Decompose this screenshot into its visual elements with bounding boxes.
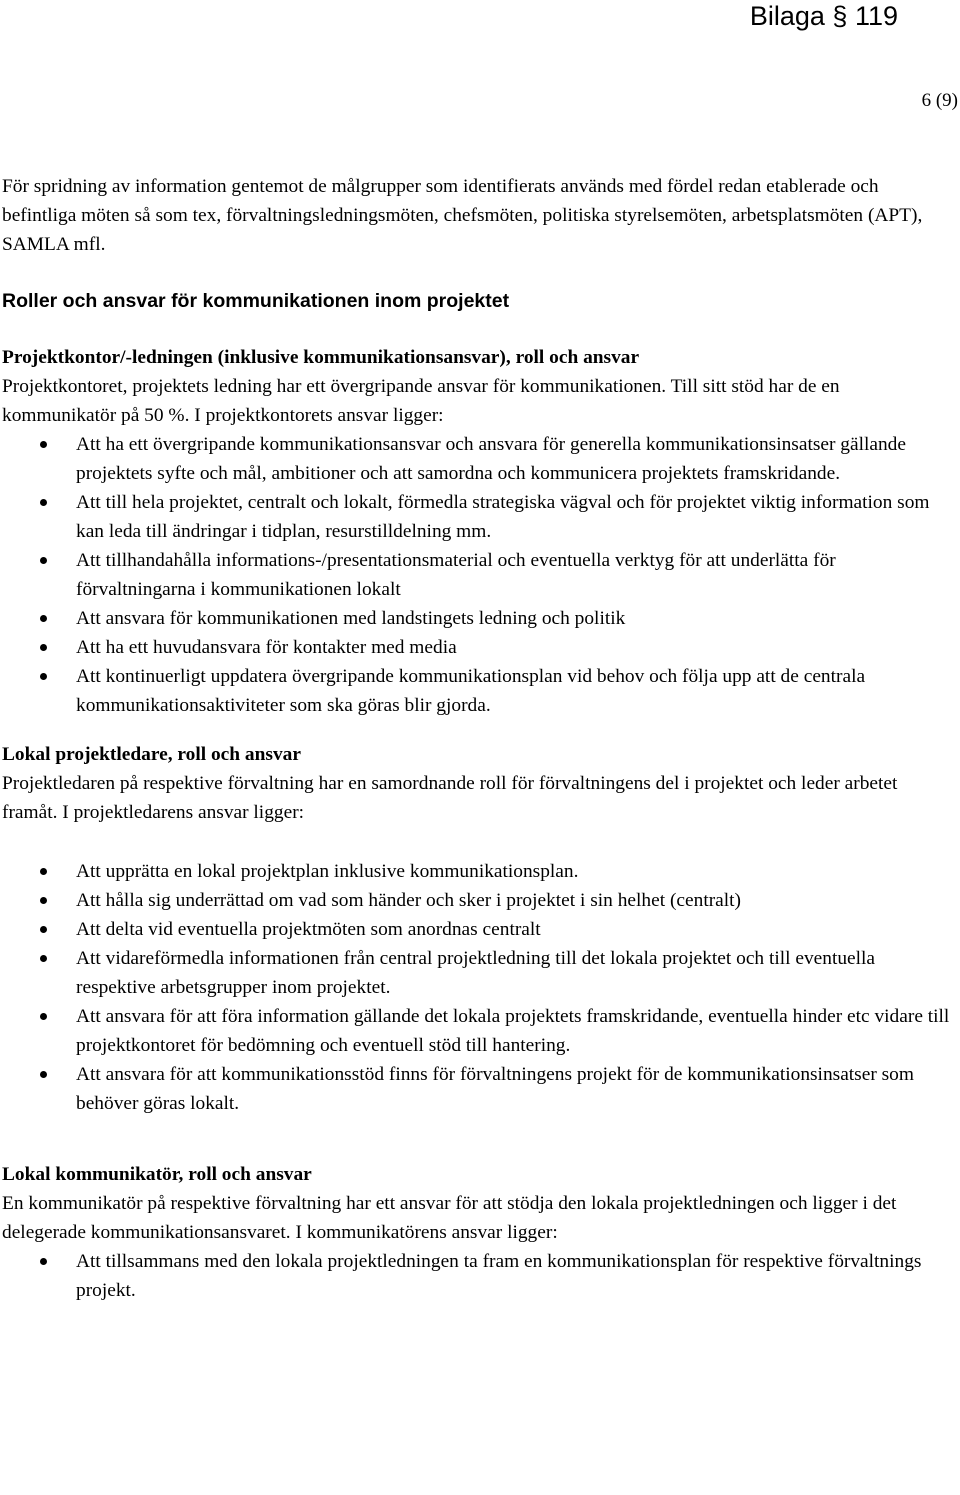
list-item bbox=[2, 604, 952, 633]
list-item bbox=[2, 1060, 952, 1118]
list-item-text: Att upprätta en lokal projektplan inklusive kommunikationsplan. bbox=[76, 861, 579, 882]
list-item bbox=[2, 915, 952, 944]
list-item-text: Att vidareförmedla informationen från central projektledning till det lokala projektet och till eventuella respektive arbetsgrupper inom projektet. bbox=[76, 948, 876, 998]
intro-paragraph: För spridning av information gentemot de målgrupper som identifierats används med fördel redan etablerade och befintliga möten så som tex, förvaltningsledningsmöten, chefsmöten, politiska styrelsemöten, arbetsplatsmöten (APT), SAMLA mfl. bbox=[2, 176, 923, 255]
projektkontor-heading: Projektkontor/-ledningen (inklusive kommunikationsansvar), roll och ansvar bbox=[2, 347, 640, 368]
list-item bbox=[2, 944, 952, 1002]
list-item-text: Att till hela projektet, centralt och lokalt, förmedla strategiska vägval och för projektet viktig information som kan leda till ändringar i tidplan, resurstilldelning mm. bbox=[76, 492, 930, 542]
list-item bbox=[2, 662, 952, 720]
bullet-icon bbox=[40, 499, 47, 506]
bullet-icon bbox=[40, 441, 47, 448]
page-number: 6 (9) bbox=[921, 90, 958, 111]
bullet-icon bbox=[40, 557, 47, 564]
lokal-kommunikator-paragraph: En kommunikatör på respektive förvaltning har ett ansvar för att stödja den lokala projektledningen och ligger i det delegerade kommunikationsansvaret. I kommunikatörens ansvar ligger: bbox=[2, 1193, 897, 1243]
spacer bbox=[2, 827, 952, 857]
lokal-projektledare-paragraph: Projektledaren på respektive förvaltning har en samordnande roll för förvaltningens del i projektet och leder arbetet framåt. I projektledarens ansvar ligger: bbox=[2, 773, 898, 823]
list-item-text: Att hålla sig underrättad om vad som händer och sker i projektet i sin helhet (centralt) bbox=[76, 890, 742, 911]
list-item-text: Att ha ett huvudansvara för kontakter med media bbox=[76, 637, 457, 658]
spacer bbox=[2, 316, 952, 343]
list-item-text: Att ansvara för att föra information gällande det lokala projektets framskridande, eventuella hinder etc vidare till projektkontoret för bedömning och eventuell stöd till hantering. bbox=[76, 1006, 950, 1056]
bullet-icon bbox=[40, 955, 47, 962]
section-heading: Roller och ansvar för kommunikationen inom projektet bbox=[2, 290, 510, 312]
list-item-text: Att ansvara för kommunikationen med landstingets ledning och politik bbox=[76, 608, 626, 629]
lokal-kommunikator-list bbox=[2, 1247, 952, 1305]
lokal-projektledare-heading: Lokal projektledare, roll och ansvar bbox=[2, 744, 301, 765]
bullet-icon bbox=[40, 926, 47, 933]
spacer bbox=[2, 1118, 952, 1160]
lokal-projektledare-list bbox=[2, 857, 952, 1118]
bullet-icon bbox=[40, 1071, 47, 1078]
projektkontor-list bbox=[2, 430, 952, 720]
list-item-text: Att ha ett övergripande kommunikationsansvar och ansvara för generella kommunikationsinsatser gällande projektets syfte och mål, ambitioner och att samordna och kommunicera projektets framskridande. bbox=[76, 434, 906, 484]
bullet-icon bbox=[40, 673, 47, 680]
list-item bbox=[2, 488, 952, 546]
list-item bbox=[2, 857, 952, 886]
list-item bbox=[2, 1247, 952, 1305]
bullet-icon bbox=[40, 1258, 47, 1265]
list-item bbox=[2, 546, 952, 604]
list-item bbox=[2, 633, 952, 662]
list-item bbox=[2, 886, 952, 915]
list-item-text: Att tillhandahålla informations-/presentationsmaterial och eventuella verktyg för att underlätta för förvaltningarna i kommunikationen lokalt bbox=[76, 550, 836, 600]
bullet-icon bbox=[40, 644, 47, 651]
bilaga-label: Bilaga § 119 bbox=[749, 1, 898, 31]
document-body bbox=[2, 172, 952, 1305]
list-item-text: Att kontinuerligt uppdatera övergripande kommunikationsplan vid behov och följa upp att de centrala kommunikationsaktiviteter som ska göras blir gjorda. bbox=[76, 666, 866, 716]
list-item-text: Att tillsammans med den lokala projektledningen ta fram en kommunikationsplan för respektive förvaltnings projekt. bbox=[76, 1251, 922, 1301]
list-item bbox=[2, 1002, 952, 1060]
bullet-icon bbox=[40, 868, 47, 875]
lokal-kommunikator-heading: Lokal kommunikatör, roll och ansvar bbox=[2, 1164, 312, 1185]
bullet-icon bbox=[40, 615, 47, 622]
list-item-text: Att ansvara för att kommunikationsstöd finns för förvaltningens projekt för de kommunikationsinsatser som behöver göras lokalt. bbox=[76, 1064, 914, 1114]
list-item bbox=[2, 430, 952, 488]
spacer bbox=[2, 259, 952, 287]
bullet-icon bbox=[40, 897, 47, 904]
bullet-icon bbox=[40, 1013, 47, 1020]
spacer bbox=[2, 720, 952, 740]
list-item-text: Att delta vid eventuella projektmöten som anordnas centralt bbox=[76, 919, 541, 940]
projektkontor-paragraph: Projektkontoret, projektets ledning har ett övergripande ansvar för kommunikationen. Till sitt stöd har de en kommunikatör på 50 %. I projektkontorets ansvar ligger: bbox=[2, 376, 840, 426]
